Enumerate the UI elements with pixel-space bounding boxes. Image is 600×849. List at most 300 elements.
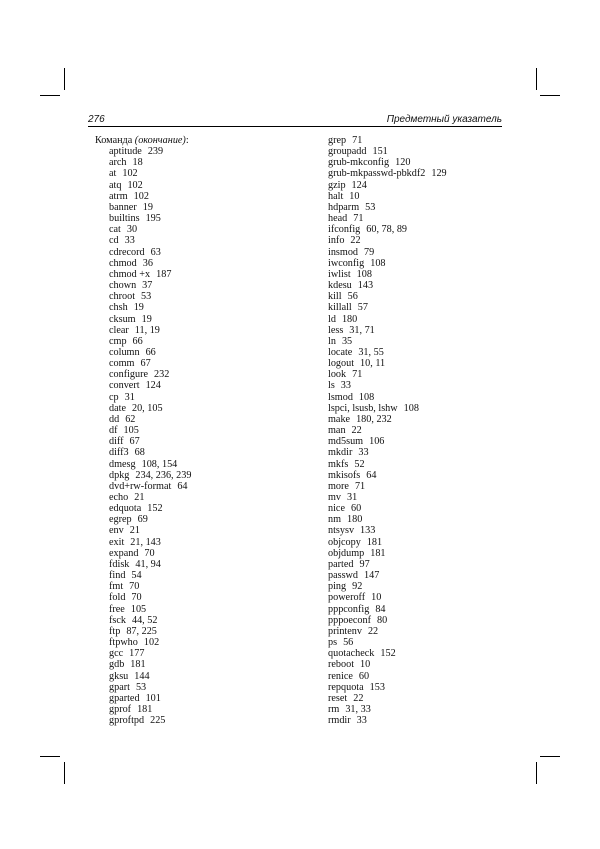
- index-entry-term: df: [109, 425, 118, 437]
- index-entry-term: configure: [109, 369, 149, 381]
- index-entry: [95, 168, 191, 179]
- index-entry: [328, 168, 447, 179]
- index-entry-pages: 70: [144, 547, 155, 559]
- index-entry: [328, 180, 447, 191]
- index-entry: [95, 481, 191, 492]
- index-entry: [95, 503, 191, 514]
- index-entry-term: nice: [328, 503, 345, 515]
- index-heading-term: Команда: [95, 135, 133, 146]
- index-entry-pages: 102: [122, 168, 138, 180]
- index-entry-term: locate: [328, 346, 353, 358]
- crop-mark-bottom-right-horizontal: [540, 756, 560, 757]
- index-entry: [95, 604, 191, 615]
- index-entry-term: env: [109, 525, 124, 537]
- index-entry-pages: 31: [347, 492, 358, 503]
- index-entry-term: rmdir: [328, 715, 351, 727]
- index-entry-pages: 10: [360, 659, 371, 671]
- index-entry-pages: 66: [132, 335, 143, 347]
- index-entry-term: builtins: [109, 213, 140, 225]
- index-entry-term: free: [109, 603, 125, 615]
- index-heading-suffix: :: [185, 135, 189, 146]
- index-entry-pages: 68: [134, 447, 145, 459]
- index-entry: [328, 659, 447, 670]
- index-entry-term: rm: [328, 703, 340, 715]
- index-entry-term: passwd: [328, 570, 358, 582]
- index-entry: [328, 291, 447, 302]
- index-entry-pages: 124: [351, 179, 367, 191]
- index-entry-pages: 30: [126, 224, 138, 236]
- index-entry-term: parted: [328, 558, 354, 570]
- page-number: 276: [88, 114, 105, 125]
- index-entry-term: mkisofs: [328, 469, 361, 481]
- index-entry-pages: 22: [353, 692, 364, 704]
- index-entry-term: chroot: [109, 291, 136, 303]
- index-entry: [95, 392, 191, 403]
- index-entry-term: gdb: [109, 659, 125, 671]
- index-entry-pages: 102: [127, 179, 143, 191]
- index-entry-pages: 152: [380, 648, 396, 660]
- index-entry-term: lspci, lsusb, lshw: [328, 402, 398, 414]
- index-column-right: [328, 135, 447, 726]
- index-entry-pages: 239: [147, 146, 164, 158]
- index-entry: [328, 269, 447, 280]
- index-entry-term: quotacheck: [328, 648, 375, 660]
- index-entry: [328, 191, 447, 202]
- index-entry-term: less: [328, 324, 344, 336]
- index-entry-term: egrep: [109, 514, 132, 526]
- index-entry: [328, 135, 447, 146]
- index-entry-pages: 181: [366, 536, 383, 548]
- index-entry-term: iwlist: [328, 268, 351, 280]
- index-entry-pages: 33: [356, 715, 367, 727]
- index-entry-term: comm: [109, 358, 135, 370]
- index-entry: [328, 347, 447, 358]
- index-entry: [95, 715, 191, 726]
- index-entry-pages: 181: [370, 547, 386, 559]
- index-entry-pages: 101: [145, 692, 161, 704]
- index-entry-pages: 152: [147, 503, 163, 515]
- index-entry-term: dvd+rw-format: [109, 480, 172, 492]
- index-entry-term: expand: [109, 547, 139, 559]
- index-entry: [328, 414, 447, 425]
- index-entry-term: ls: [328, 380, 335, 392]
- index-entry-term: gparted: [109, 692, 140, 704]
- index-entry: [95, 592, 191, 603]
- index-entry-term: renice: [328, 670, 353, 682]
- index-entry-term: grep: [328, 135, 347, 146]
- index-entry: [95, 347, 191, 358]
- index-entry-term: cd: [109, 235, 119, 247]
- index-entry: [328, 615, 447, 626]
- index-entry-pages: 108: [358, 391, 375, 403]
- index-entry-pages: 71: [352, 369, 363, 381]
- index-entry: [95, 559, 191, 570]
- index-entry-term: gpart: [109, 681, 130, 693]
- index-entry-term: nm: [328, 514, 342, 526]
- index-entry-term: fold: [109, 592, 126, 604]
- running-header: [88, 113, 502, 127]
- running-title: Предметный указатель: [386, 114, 502, 125]
- index-entry-term: make: [328, 413, 351, 425]
- index-entry: [95, 302, 191, 313]
- index-entry-pages: 181: [130, 659, 146, 671]
- index-entry: [95, 459, 191, 470]
- index-entry: [328, 470, 447, 481]
- index-entry: [328, 247, 447, 258]
- index-entry: [95, 470, 191, 481]
- index-entry: [95, 425, 191, 436]
- index-entry-term: gksu: [109, 670, 129, 682]
- index-entry-pages: 147: [364, 570, 380, 582]
- index-entry: [328, 492, 447, 503]
- index-entry-term: ntsysv: [328, 525, 355, 537]
- index-entry-term: ping: [328, 581, 347, 593]
- index-entry-pages: 143: [357, 280, 374, 292]
- index-entry: [95, 213, 191, 224]
- index-entry-pages: 22: [351, 425, 362, 437]
- index-entry: [328, 235, 447, 246]
- index-entry-term: atrm: [109, 190, 128, 202]
- index-entry-term: edquota: [109, 503, 142, 515]
- index-entry-pages: 80: [377, 614, 388, 626]
- index-entry: [95, 291, 191, 302]
- index-entry-pages: 108, 154: [141, 458, 178, 470]
- index-entry: [328, 258, 447, 269]
- index-entry: [328, 581, 447, 592]
- index-entry: [95, 537, 191, 548]
- crop-mark-top-left-vertical: [64, 68, 65, 90]
- index-entry: [95, 235, 191, 246]
- index-entry-pages: 120: [395, 157, 411, 169]
- index-entry: [328, 704, 447, 715]
- index-entry-term: halt: [328, 190, 344, 202]
- index-entry-term: pppoeconf: [328, 614, 371, 626]
- index-entry-term: aptitude: [109, 146, 142, 158]
- index-entry-pages: 232: [154, 369, 170, 381]
- index-entry-term: chmod +x: [109, 268, 151, 280]
- index-entry: [328, 481, 447, 492]
- index-entry-term: grub-mkconfig: [328, 157, 390, 169]
- index-entry: [95, 180, 191, 191]
- index-entry-term: killall: [328, 302, 352, 314]
- index-entry: [95, 280, 191, 291]
- index-entry-pages: 108: [370, 257, 386, 269]
- index-entry-pages: 108: [403, 402, 419, 414]
- index-heading: [95, 135, 191, 146]
- index-entry-pages: 31, 71: [349, 324, 375, 336]
- index-entry-term: ps: [328, 637, 338, 649]
- index-entry-pages: 33: [340, 380, 351, 392]
- crop-mark-top-right-horizontal: [540, 95, 560, 96]
- index-entry-pages: 177: [129, 648, 145, 660]
- index-entry-pages: 64: [366, 469, 377, 481]
- index-entry: [95, 626, 191, 637]
- crop-mark-top-right-vertical: [536, 68, 537, 90]
- index-entry: [95, 336, 191, 347]
- index-entry-term: gcc: [109, 648, 124, 660]
- header-rule: [88, 126, 502, 127]
- index-entry-pages: 71: [354, 480, 366, 492]
- index-entry-pages: 70: [131, 592, 142, 604]
- index-entry-term: exit: [109, 536, 125, 548]
- index-entry-pages: 35: [341, 335, 353, 347]
- index-entry-pages: 102: [133, 190, 149, 202]
- index-entry-term: arch: [109, 157, 127, 169]
- index-entry-pages: 60: [350, 503, 362, 515]
- index-entry: [328, 648, 447, 659]
- index-entry-term: mkfs: [328, 458, 349, 470]
- index-entry-pages: 63: [150, 246, 161, 258]
- index-entry: [328, 693, 447, 704]
- index-entry: [328, 525, 447, 536]
- index-entry-pages: 53: [141, 291, 152, 303]
- index-entry-pages: 225: [150, 715, 166, 727]
- index-entry-term: fsck: [109, 614, 126, 626]
- index-entry: [95, 325, 191, 336]
- index-entry-term: gzip: [328, 179, 346, 191]
- index-entry-term: fmt: [109, 581, 124, 593]
- index-entry-term: chmod: [109, 257, 137, 269]
- index-entry: [95, 514, 191, 525]
- index-entry-term: grub-mkpasswd-pbkdf2: [328, 168, 426, 180]
- index-entry-pages: 105: [130, 603, 147, 615]
- index-entry-term: cksum: [109, 313, 136, 325]
- index-entry-term: cp: [109, 391, 119, 403]
- index-entry: [95, 436, 191, 447]
- index-entry-pages: 64: [177, 480, 188, 492]
- index-entry-pages: 181: [137, 703, 153, 715]
- index-entry: [95, 637, 191, 648]
- index-entry: [328, 537, 447, 548]
- index-entry-term: date: [109, 402, 126, 414]
- index-entry: [328, 302, 447, 313]
- index-entry-pages: 56: [347, 291, 358, 303]
- index-entry-pages: 10: [349, 190, 360, 202]
- index-entry-term: chown: [109, 280, 137, 292]
- index-entry: [328, 436, 447, 447]
- index-entry-pages: 180: [347, 514, 363, 526]
- index-entry: [328, 459, 447, 470]
- index-entry-term: man: [328, 425, 346, 437]
- index-entry-term: column: [109, 346, 140, 358]
- index-entry: [95, 447, 191, 458]
- index-entry-pages: 19: [142, 201, 153, 213]
- index-entry-pages: 20, 105: [131, 402, 163, 414]
- index-entry-term: dmesg: [109, 458, 136, 470]
- index-entry-pages: 71: [353, 213, 364, 225]
- index-entry-term: more: [328, 480, 349, 492]
- index-entry-term: cmp: [109, 335, 127, 347]
- index-entry-pages: 105: [123, 425, 139, 437]
- index-entry-pages: 67: [140, 358, 151, 370]
- index-entry-pages: 97: [359, 558, 370, 570]
- index-entry-term: dpkg: [109, 469, 130, 481]
- index-entry: [95, 380, 191, 391]
- index-entry: [328, 548, 447, 559]
- index-entry-term: info: [328, 235, 345, 247]
- index-entry-pages: 79: [364, 246, 375, 258]
- index-entry: [95, 403, 191, 414]
- index-entry-term: ifconfig: [328, 224, 361, 236]
- index-entry-pages: 10, 11: [360, 358, 386, 370]
- index-entry-pages: 87, 225: [126, 625, 157, 637]
- index-entry: [328, 336, 447, 347]
- index-entry-term: at: [109, 168, 117, 180]
- index-entry-term: ln: [328, 335, 336, 347]
- index-entry-pages: 133: [360, 525, 376, 537]
- index-entry-term: head: [328, 213, 348, 225]
- index-entry-term: mv: [328, 492, 342, 503]
- index-entry-term: kdesu: [328, 280, 352, 292]
- index-heading-qualifier: (окончание): [134, 135, 186, 146]
- index-entry-pages: 84: [375, 603, 386, 615]
- index-entry-pages: 180, 232: [356, 413, 392, 425]
- index-entry-term: ld: [328, 313, 336, 325]
- index-entry-term: clear: [109, 324, 129, 336]
- index-entry-term: banner: [109, 201, 137, 213]
- index-entry-term: cdrecord: [109, 246, 145, 258]
- index-entry: [95, 369, 191, 380]
- index-entry-pages: 60: [358, 670, 370, 682]
- index-entry-term: dd: [109, 413, 120, 425]
- index-entry-pages: 57: [357, 302, 368, 314]
- index-entry-term: convert: [109, 380, 140, 392]
- index-entry-pages: 60, 78, 89: [366, 224, 407, 236]
- index-entry-pages: 37: [142, 280, 153, 292]
- index-entry: [328, 325, 447, 336]
- index-entry: [95, 191, 191, 202]
- index-entry: [328, 202, 447, 213]
- index-entry: [95, 414, 191, 425]
- index-entry-term: fdisk: [109, 558, 130, 570]
- index-entry: [328, 604, 447, 615]
- index-entry-pages: 108: [356, 268, 372, 280]
- index-entry-pages: 44, 52: [131, 614, 158, 626]
- index-entry-pages: 19: [141, 313, 152, 325]
- crop-mark-bottom-left-horizontal: [40, 756, 60, 757]
- index-entry-pages: 70: [129, 581, 140, 593]
- index-entry: [95, 314, 191, 325]
- index-entry-term: mkdir: [328, 447, 353, 459]
- index-entry-term: repquota: [328, 681, 364, 693]
- index-entry-term: diff: [109, 436, 124, 448]
- index-entry-pages: 102: [143, 637, 160, 649]
- index-entry-term: objcopy: [328, 536, 361, 548]
- index-entry: [328, 403, 447, 414]
- index-entry-term: atq: [109, 179, 122, 191]
- index-entry: [95, 548, 191, 559]
- index-entry: [95, 570, 191, 581]
- index-entry: [328, 314, 447, 325]
- index-entry-pages: 234, 236, 239: [135, 469, 192, 481]
- index-entry-pages: 41, 94: [135, 558, 161, 570]
- index-entry-pages: 129: [431, 168, 447, 180]
- index-entry-term: objdump: [328, 547, 365, 559]
- index-entry-term: look: [328, 369, 347, 381]
- index-entry-term: poweroff: [328, 592, 366, 604]
- crop-mark-bottom-left-vertical: [64, 762, 65, 784]
- index-entry-term: pppconfig: [328, 603, 370, 615]
- index-entry: [328, 503, 447, 514]
- index-entry: [95, 269, 191, 280]
- index-entry: [95, 682, 191, 693]
- index-entry: [95, 648, 191, 659]
- index-entry-pages: 187: [156, 268, 172, 280]
- index-entry: [95, 492, 191, 503]
- index-entry: [328, 514, 447, 525]
- index-entry-term: echo: [109, 492, 129, 503]
- index-entry-term: reset: [328, 692, 348, 704]
- index-entry-pages: 56: [343, 637, 354, 649]
- index-entry: [328, 280, 447, 291]
- index-entry: [328, 380, 447, 391]
- index-entry: [328, 392, 447, 403]
- crop-mark-top-left-horizontal: [40, 95, 60, 96]
- index-entry-term: gprof: [109, 703, 132, 715]
- index-entry: [328, 447, 447, 458]
- index-entry: [328, 425, 447, 436]
- index-entry-pages: 33: [358, 447, 369, 459]
- index-entry-pages: 19: [133, 302, 144, 314]
- index-entry-pages: 21: [134, 492, 145, 503]
- index-entry-term: iwconfig: [328, 257, 365, 269]
- index-entry-pages: 180: [341, 313, 358, 325]
- index-entry: [328, 570, 447, 581]
- index-entry: [328, 157, 447, 168]
- index-entry-pages: 33: [124, 235, 135, 247]
- index-entry: [328, 559, 447, 570]
- index-entry: [95, 581, 191, 592]
- crop-mark-bottom-right-vertical: [536, 762, 537, 784]
- index-entry: [328, 146, 447, 157]
- index-entry-term: diff3: [109, 447, 129, 459]
- index-entry: [95, 258, 191, 269]
- index-entry-pages: 62: [125, 413, 136, 425]
- index-entry-pages: 144: [134, 670, 150, 682]
- index-entry: [95, 704, 191, 715]
- index-entry: [95, 659, 191, 670]
- index-entry-pages: 71: [352, 135, 363, 146]
- index-entry-term: logout: [328, 358, 355, 370]
- index-entry: [328, 626, 447, 637]
- index-entry-pages: 153: [369, 681, 385, 693]
- index-entry-pages: 53: [135, 681, 147, 693]
- index-entry-term: printenv: [328, 625, 362, 637]
- index-entry-term: groupadd: [328, 146, 367, 158]
- index-entry-pages: 18: [132, 157, 143, 169]
- index-entry-pages: 66: [145, 346, 156, 358]
- index-entry-term: gproftpd: [109, 715, 145, 727]
- index-entry-term: lsmod: [328, 391, 353, 403]
- index-entry-pages: 124: [145, 380, 161, 392]
- index-entry: [95, 247, 191, 258]
- index-entry: [328, 715, 447, 726]
- index-entry-pages: 92: [352, 581, 363, 593]
- index-entry-pages: 31, 33: [345, 703, 371, 715]
- index-entry-term: ftpwho: [109, 637, 138, 649]
- index-entry: [95, 693, 191, 704]
- index-entry-term: reboot: [328, 659, 355, 671]
- index-entry-pages: 151: [372, 146, 388, 158]
- index-entry-pages: 11, 19: [134, 324, 160, 336]
- index-entry-term: cat: [109, 224, 121, 236]
- index-entry: [95, 146, 191, 157]
- index-entry: [95, 615, 191, 626]
- index-entry: [328, 637, 447, 648]
- index-entry: [95, 358, 191, 369]
- index-entry: [95, 157, 191, 168]
- index-entry-pages: 69: [137, 514, 148, 526]
